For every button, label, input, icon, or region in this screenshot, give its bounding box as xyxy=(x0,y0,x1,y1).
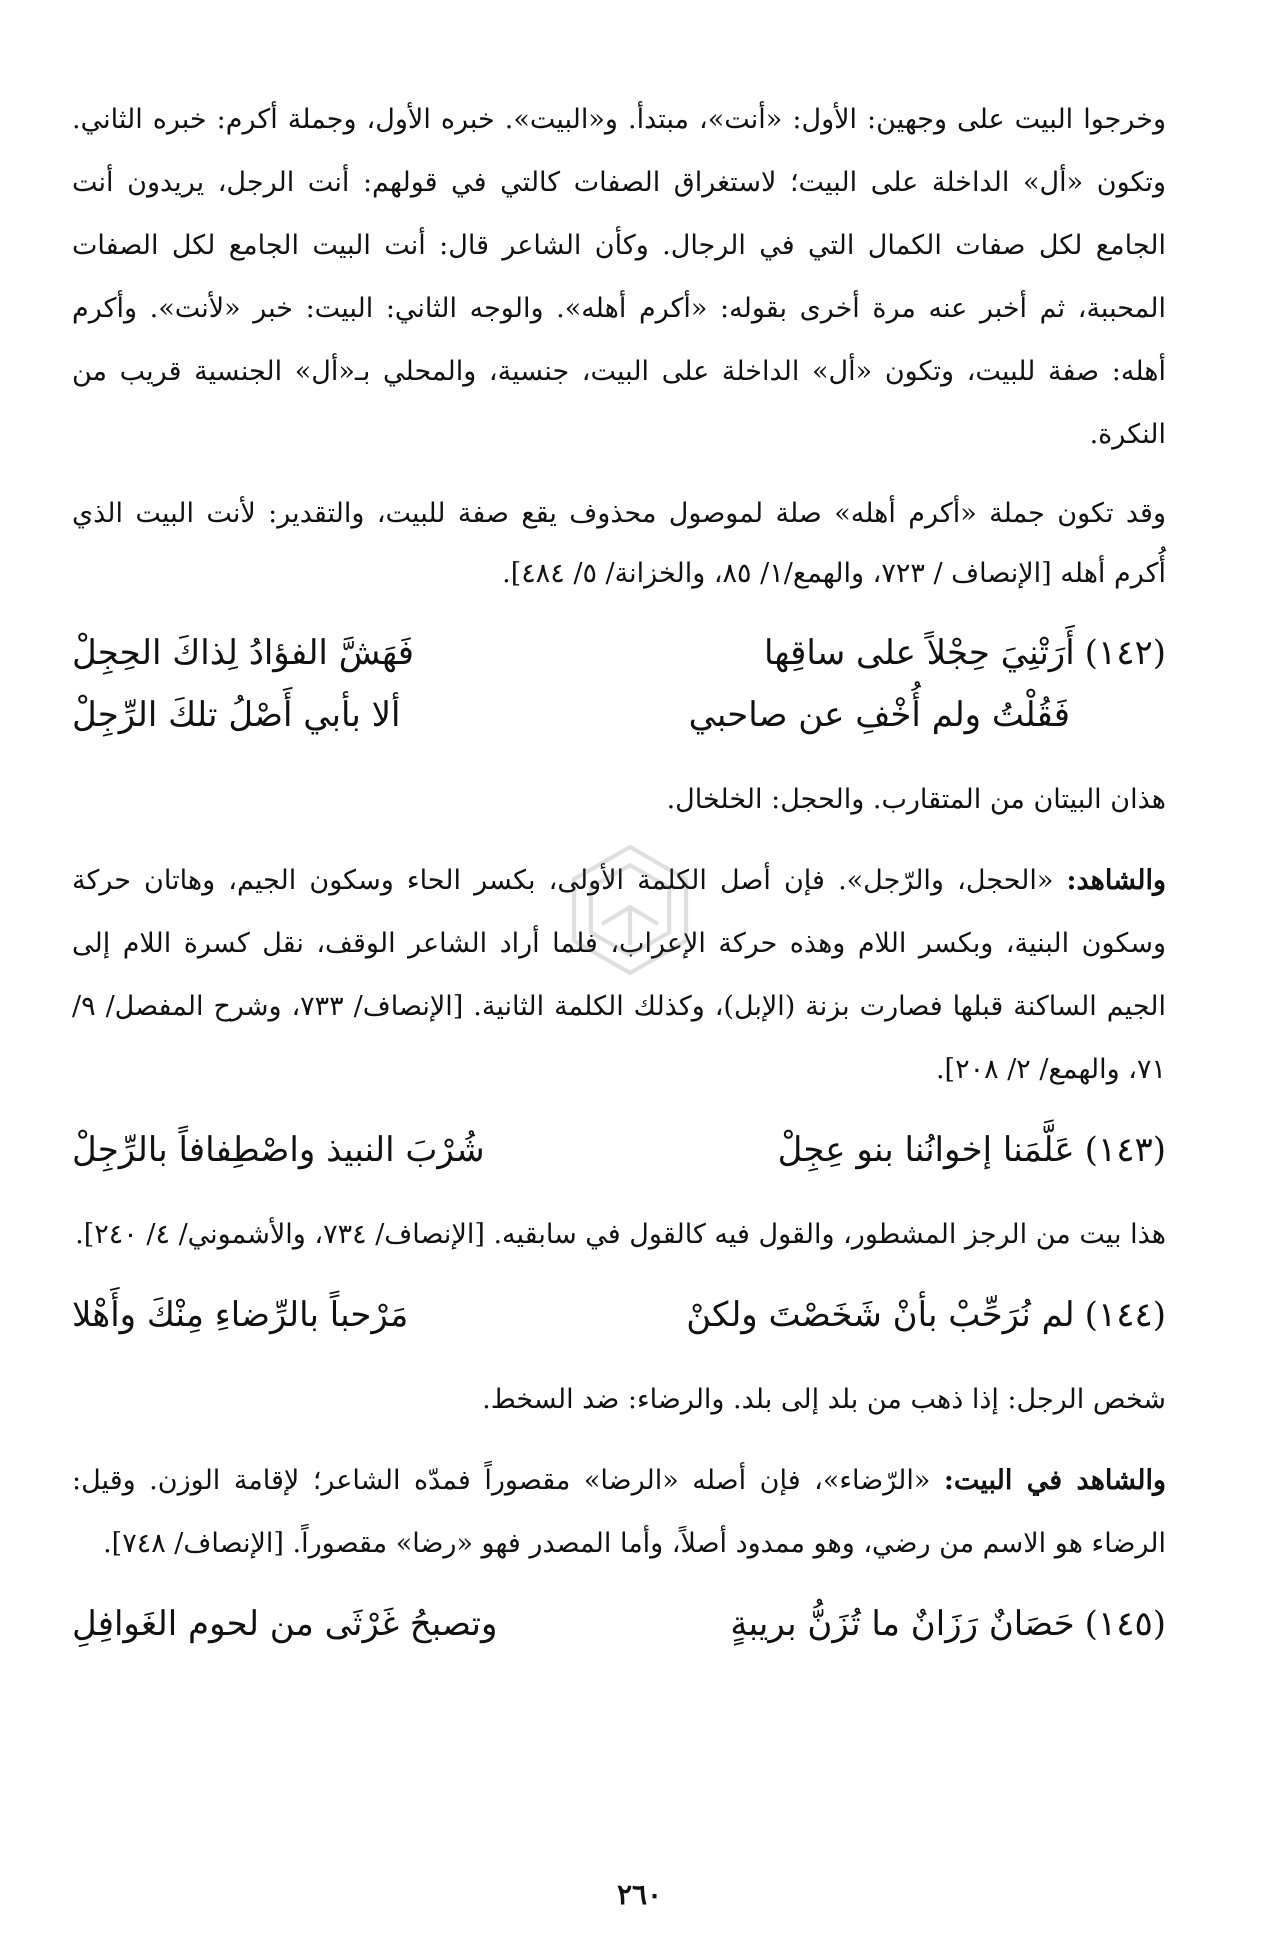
verse-143 xyxy=(72,1119,1166,1181)
verse-hemistich-second: وتصبحُ غَرْثَى من لحوم الغَوافِلِ xyxy=(71,1604,498,1644)
paragraph-taqdir: وقد تكون جملة «أكرم أهله» صلة لموصول محذوف يقع صفة للبيت، والتقدير: لأنت البيت الذي أُكرم أهله [الإنصاف / ٧٢٣، والهمع/١/ ٨٥، والخزانة/ ٥/ ٤٨٤]. xyxy=(72,498,1166,589)
verse-144 xyxy=(72,1284,1166,1346)
verse-number: (١٤٢) xyxy=(1084,633,1166,673)
shahid-text: «الحجل، والرّجل». فإن أصل الكلمة الأولى، بكسر الحاء وسكون الجيم، وهاتان حركة وسكون البنية، وبكسر اللام وهذه حركة الإعراب، فلما أراد الشاعر الوقف، نقل كسرة اللام إلى الجيم الساكنة قبلها فصارت بزنة (الإبل)، وكذلك الكلمة الثانية. [الإنصاف/ ٧٣٣، وشرح المفصل/ ٩/ ٧١، والهمع/ ٢/ ٢٠٨]. xyxy=(72,865,1166,1085)
verse-hemistich-first: فَقُلْتُ ولم أُخْفِ عن صاحبي xyxy=(688,695,1070,735)
library-watermark-icon xyxy=(560,840,700,980)
verse-hemistich-first: لم نُرَحِّبْ بأنْ شَخَصْتَ ولكنْ xyxy=(686,1295,1075,1335)
shahid-label: والشاهد: xyxy=(1066,865,1166,896)
verse-142 xyxy=(72,622,1166,746)
verse-hemistich-second: مَرْحباً بالرِّضاءِ مِنْكَ وأَهْلا xyxy=(71,1295,409,1335)
verse-hemistich-first: أَرَتْنِيَ حِجْلاً على ساقِها xyxy=(764,633,1075,673)
paragraph-shahid-2 xyxy=(72,1449,1166,1575)
verse-hemistich-second: ألا بأبي أَصْلُ تلكَ الرِّجِلْ xyxy=(72,695,401,735)
verse-145 xyxy=(72,1593,1166,1655)
verse-hemistich-second: شُرْبَ النبيذ واصْطِفافاً بالرِّجِلْ xyxy=(71,1130,485,1170)
shahid-text: «الرّضاء»، فإن أصله «الرضا» مقصوراً فمدّه الشاعر؛ لإقامة الوزن. وقيل: الرضاء هو الاسم من رضي، وهو ممدود أصلاً، وأما المصدر فهو «رضا» مقصوراً. [الإنصاف/ ٧٤٨]. xyxy=(72,1465,1166,1559)
verse-142-line-2 xyxy=(72,684,1166,746)
shahid-label: والشاهد في البيت: xyxy=(943,1465,1167,1496)
verse-142-line-1 xyxy=(72,622,1166,684)
verse-number: (١٤٣) xyxy=(1084,1130,1166,1170)
paragraph-meter-note: هذان البيتان من المتقارب. والحجل: الخلخال. xyxy=(666,784,1166,815)
verse-hemistich-first: حَصَانٌ رَزَانٌ ما تُزَنُّ بريبةٍ xyxy=(730,1604,1075,1644)
verse-number: (١٤٤) xyxy=(1084,1295,1166,1335)
paragraph-first: وخرجوا البيت على وجهين: الأول: «أنت»، مبتدأ. و«البيت». خبره الأول، وجملة أكرم: خبره الثاني. وتكون «أل» الداخلة على البيت؛ لاستغراق الصفات كالتي في قولهم: أنت الرجل، يريدون أنت الجامع لكل صفات الكمال التي في الرجال. وكأن الشاعر قال: أنت البيت الجامع لكل الصفات المحببة، ثم أخبر عنه مرة أخرى بقوله: «أكرم أهله». والوجه الثاني: البيت: خبر «لأنت». وأكرم أهله: صفة للبيت، وتكون «أل» الداخلة على البيت، جنسية، والمحلي بـ«أل» الجنسية قريب من النكرة. xyxy=(72,104,1166,450)
paragraph-rajaz-note: هذا بيت من الرجز المشطور، والقول فيه كالقول في سابقيه. [الإنصاف/ ٧٣٤، والأشموني/ ٤/ ٢٤٠]. xyxy=(75,1219,1166,1250)
paragraph-definition: شخص الرجل: إذا ذهب من بلد إلى بلد. والرضاء: ضد السخط. xyxy=(482,1384,1166,1415)
verse-hemistich-second: فَهَشَّ الفؤادُ لِذاكَ الحِجِلْ xyxy=(71,633,414,673)
verse-hemistich-first: عَلَّمَنا إخوانُنا بنو عِجِلْ xyxy=(777,1130,1075,1170)
page-number: ٢٦٠ xyxy=(616,1878,663,1911)
verse-number: (١٤٥) xyxy=(1084,1604,1166,1644)
